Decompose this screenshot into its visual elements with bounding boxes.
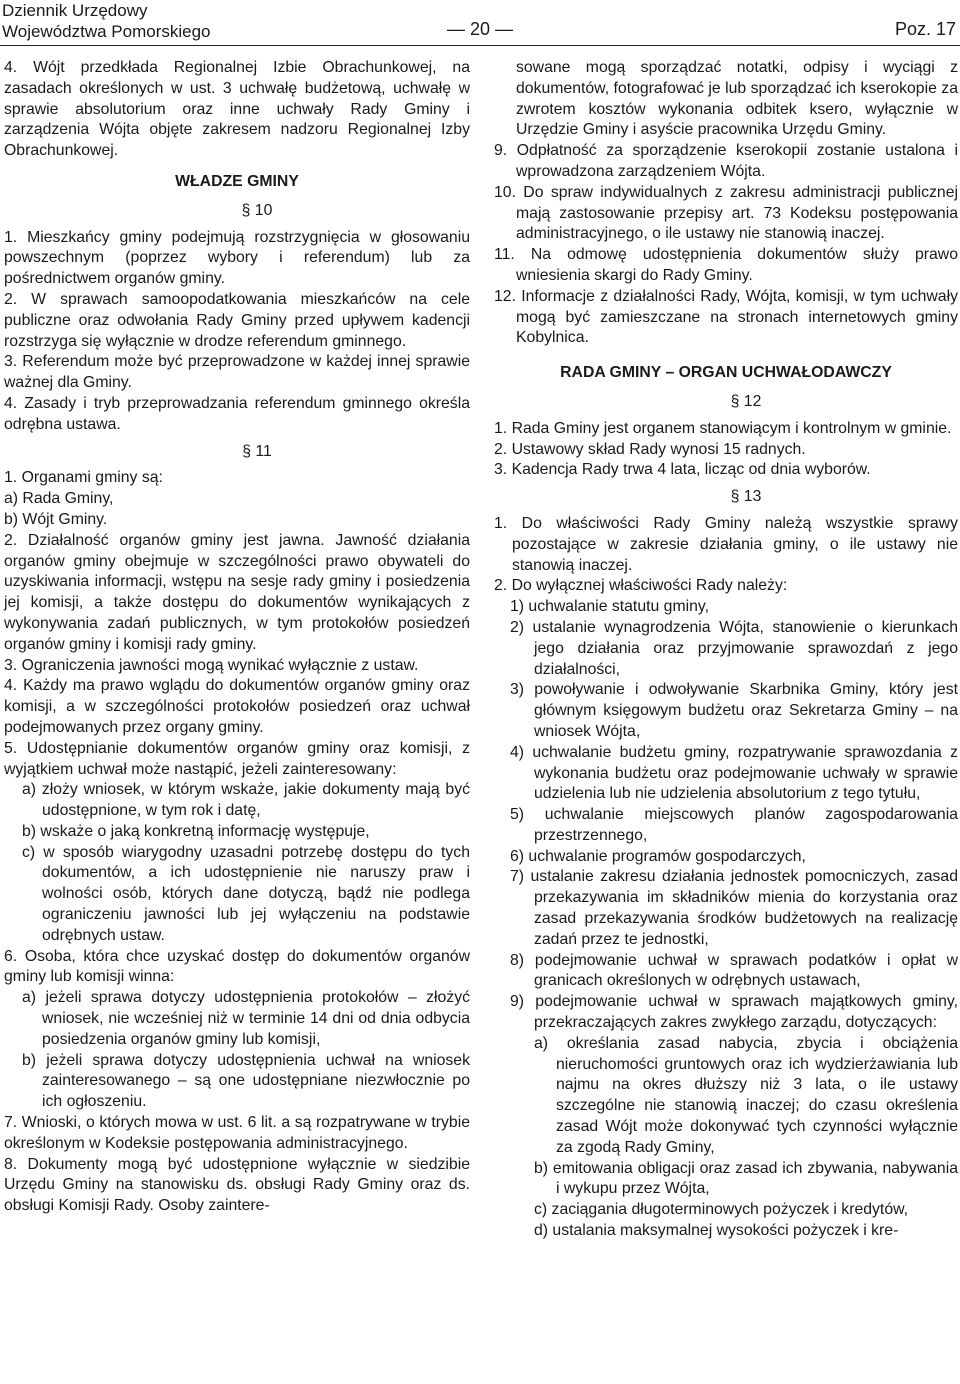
paragraph-s10-2: 2. W sprawach samoopodatkowania mieszkańców na cele publiczne oraz odwołania Rady Gminy przed upływem kadencji rozstrzyga się wyłącznie w drodze referendum gminnego. [4,290,470,350]
position-number: Poz. 17 [894,19,956,39]
paragraph-s11-8: 8. Dokumenty mogą być udostępnione wyłącznie w siedzibie Urzędu Gminy na stanowisku ds. obsługi Rady Gminy oraz ds. obsługi Komisji Rady. Osoby zaintere- [4,1155,470,1215]
header-rule [0,45,960,46]
list-item-8: 8) podejmowanie uchwał w sprawach podatków i opłat w granicach określonych w odrębnych ustawach, [510,951,958,990]
list-item-9a: a) określania zasad nabycia, zbycia i obciążenia nieruchomości gruntowych oraz ich wydzierżawiania lub najmu na okres dłuższy niż 3 lata, o ile ustawy szczególne nie stanowią inaczej; do czasu określenia zasad Wójt może dokonywać tych czynności wyłącznie za zgodą Rady Gminy, [534,1034,958,1156]
paragraph-s13-2: 2. Do wyłącznej właściwości Rady należy: [494,577,788,595]
paragraph-s9-4: 4. Wójt przedkłada Regionalnej Izbie Obrachunkowej, na zasadach określonych w ust. 3 uchwałę budżetową, uchwałę w sprawie absolutorium oraz inne uchwały Rady Gminy i zarządzenia Wójta objęte zakresem nadzoru Regionalnej Izby Obrachunkowej. [4,59,470,160]
heading-rada-gminy: RADA GMINY – ORGAN UCHWAŁODAWCZY [560,364,892,382]
list-item-1: 1) uchwalanie statutu gminy, [510,598,710,616]
section-10: § 10 [241,201,273,219]
list-item-9: 9) podejmowanie uchwał w sprawach majątkowych gminy, przekraczających zakres zwykłego zarządu, dotyczących: [510,993,958,1032]
paragraph-s11-7: 7. Wnioski, o których mowa w ust. 6 lit. a są rozpatrywane w trybie określonym w Kodeksie postępowania administracyjnego. [4,1114,470,1152]
list-item-s11-5b: b) wskaże o jaką konkretną informację występuje, [22,822,370,840]
journal-title-line1: Dziennik Urzędowy [2,1,148,20]
list-item-s11-1b: b) Wójt Gminy. [4,510,108,528]
page-number: — 20 — [446,19,514,39]
paragraph-s11-6: 6. Osoba, która chce uzyskać dostęp do dokumentów organów gminy lub komisji winna: [4,947,470,986]
paragraph-s12-1: 1. Rada Gminy jest organem stanowiącym i kontrolnym w gminie. [494,419,952,437]
paragraph-s10-1: 1. Mieszkańcy gminy podejmują rozstrzygnięcia w głosowaniu powszechnym (poprzez wybory i referendum) lub za pośrednictwem organów gminy. [4,228,470,288]
paragraph-s12-2: 2. Ustawowy skład Rady wynosi 15 radnych. [494,440,806,458]
paragraph-s11-1: 1. Organami gminy są: [4,469,163,487]
paragraph-s11-12: 12. Informacje z działalności Rady, Wójta, komisji, w tym uchwały mogą być zamieszczane na stronach internetowych gminy Kobylnica. [494,287,958,347]
list-item-s11-1a: a) Rada Gminy, [4,490,114,508]
paragraph-s10-3: 3. Referendum może być przeprowadzone w każdej innej sprawie ważnej dla Gminy. [4,353,470,392]
list-item-2: 2) ustalanie wynagrodzenia Wójta, stanowienie o kierunkach jego działania oraz przyjmowanie sprawozdań z jego działalności, [510,618,958,678]
list-item-s11-5c: c) w sposób wiarygodny uzasadni potrzebę dostępu do tych dokumentów, a ich udostępnienie nie naruszy praw i wolności osób, których dane dotyczą, bądź nie podlega ograniczeniu jawności lub jej wyłączeniu na podstawie odrębnych ustaw. [22,843,470,944]
paragraph-s10-4: 4. Zasady i tryb przeprowadzania referendum gminnego określa odrębna ustawa. [4,394,470,433]
list-item-s11-6b: b) jeżeli sprawa dotyczy udostępnienia uchwał na wniosek zainteresowanego – są one udostępniane niezwłocznie po ich ogłoszeniu. [22,1051,470,1111]
paragraph-s11-4: 4. Każdy ma prawo wglądu do dokumentów organów gminy oraz komisji, a w szczególności protokołów posiedzeń oraz uchwał podejmowanych przez organy gminy. [4,677,470,736]
paragraph-s13-1: 1. Do właściwości Rady Gminy należą wszystkie sprawy pozostające w zakresie działania gminy, o ile ustawy nie stanowią inaczej. [494,514,958,574]
paragraph-s11-9: 9. Odpłatność za sporządzenie kserokopii zostanie ustalona i wprowadzona zarządzeniem Wójta. [494,142,958,180]
list-item-s11-5a: a) złoży wniosek, w którym wskaże, jakie dokumenty mają być udostępnione, w tym rok i datę, [22,781,470,820]
list-item-s11-6a: a) jeżeli sprawa dotyczy udostępnienia protokołów – złożyć wniosek, nie wcześniej niż w terminie 14 dni od dnia odbycia posiedzenia organów gminy lub komisji, [22,989,470,1048]
paragraph-s11-3: 3. Ograniczenia jawności mogą wynikać wyłącznie z ustaw. [4,656,419,674]
list-item-9b: b) emitowania obligacji oraz zasad ich zbywania, nabywania i wykupu przez Wójta, [534,1159,958,1198]
heading-wladze-gminy: WŁADZE GMINY [175,172,299,190]
paragraph-s11-11: 11. Na odmowę udostępnienia dokumentów służy prawo wniesienia skargi do Rady Gminy. [494,246,958,284]
section-12: § 12 [730,392,762,410]
left-column [4,58,470,1217]
list-item-5: 5) uchwalanie miejscowych planów zagospodarowania przestrzennego, [510,806,958,844]
page-header [0,0,960,44]
paragraph-s12-3: 3. Kadencja Rady trwa 4 lata, licząc od dnia wyborów. [494,461,871,479]
section-11: § 11 [242,442,272,460]
list-item-9c: c) zaciągania długoterminowych pożyczek i kredytów, [534,1201,909,1219]
list-item-3: 3) powoływanie i odwoływanie Skarbnika Gminy, który jest głównym księgowym budżetu oraz Sekretarza Gminy – na wniosek Wójta, [510,681,958,740]
list-item-4: 4) uchwalanie budżetu gminy, rozpatrywanie sprawozdania z wykonania budżetu oraz podejmowanie uchwały w sprawie udzielenia lub nie udzielenia absolutorium z tego tytułu, [510,743,958,803]
list-item-6: 6) uchwalanie programów gospodarczych, [510,847,806,865]
paragraph-s11-2: 2. Działalność organów gminy jest jawna. Jawność działania organów gminy obejmuje w szczególności prawo obywateli do uzyskiwania informacji, wstępu na sesje rady gminy i posiedzenia jej komisji, a także dostępu do dokumentów wynikających z wykonywania zadań publicznych, w tym protokołów posiedzeń organów gminy i komisji rady gminy. [4,531,470,653]
paragraph-s11-10: 10. Do spraw indywidualnych z zakresu administracji publicznej mają zastosowanie przepisy art. 73 Kodeksu postępowania administracyjnego, o ile ustawy nie stanowią inaczej. [494,183,958,243]
section-13: § 13 [730,488,762,506]
paragraph-s11-5: 5. Udostępnianie dokumentów organów gminy oraz komisji, z wyjątkiem uchwał może nastąpić, jeżeli zainteresowany: [4,739,470,778]
right-column [494,58,958,1242]
list-item-9d: d) ustalania maksymalnej wysokości pożyczek i kre- [534,1222,899,1240]
journal-title-line2: Województwa Pomorskiego [2,22,211,41]
paragraph-s11-8-continued: sowane mogą sporządzać notatki, odpisy i wyciągi z dokumentów, fotografować je lub sporządzać ich kserokopie za zwrotem kosztów wykonania odbitek ksero, wyłącznie w Urzędzie Gminy i asyście pracownika Urzędu Gminy. [516,59,958,139]
list-item-7: 7) ustalanie zakresu działania jednostek pomocniczych, zasad przekazywania im składników mienia do korzystania oraz zasad przekazywania środków budżetowych na realizację zadań przez te jednostki, [510,868,958,948]
